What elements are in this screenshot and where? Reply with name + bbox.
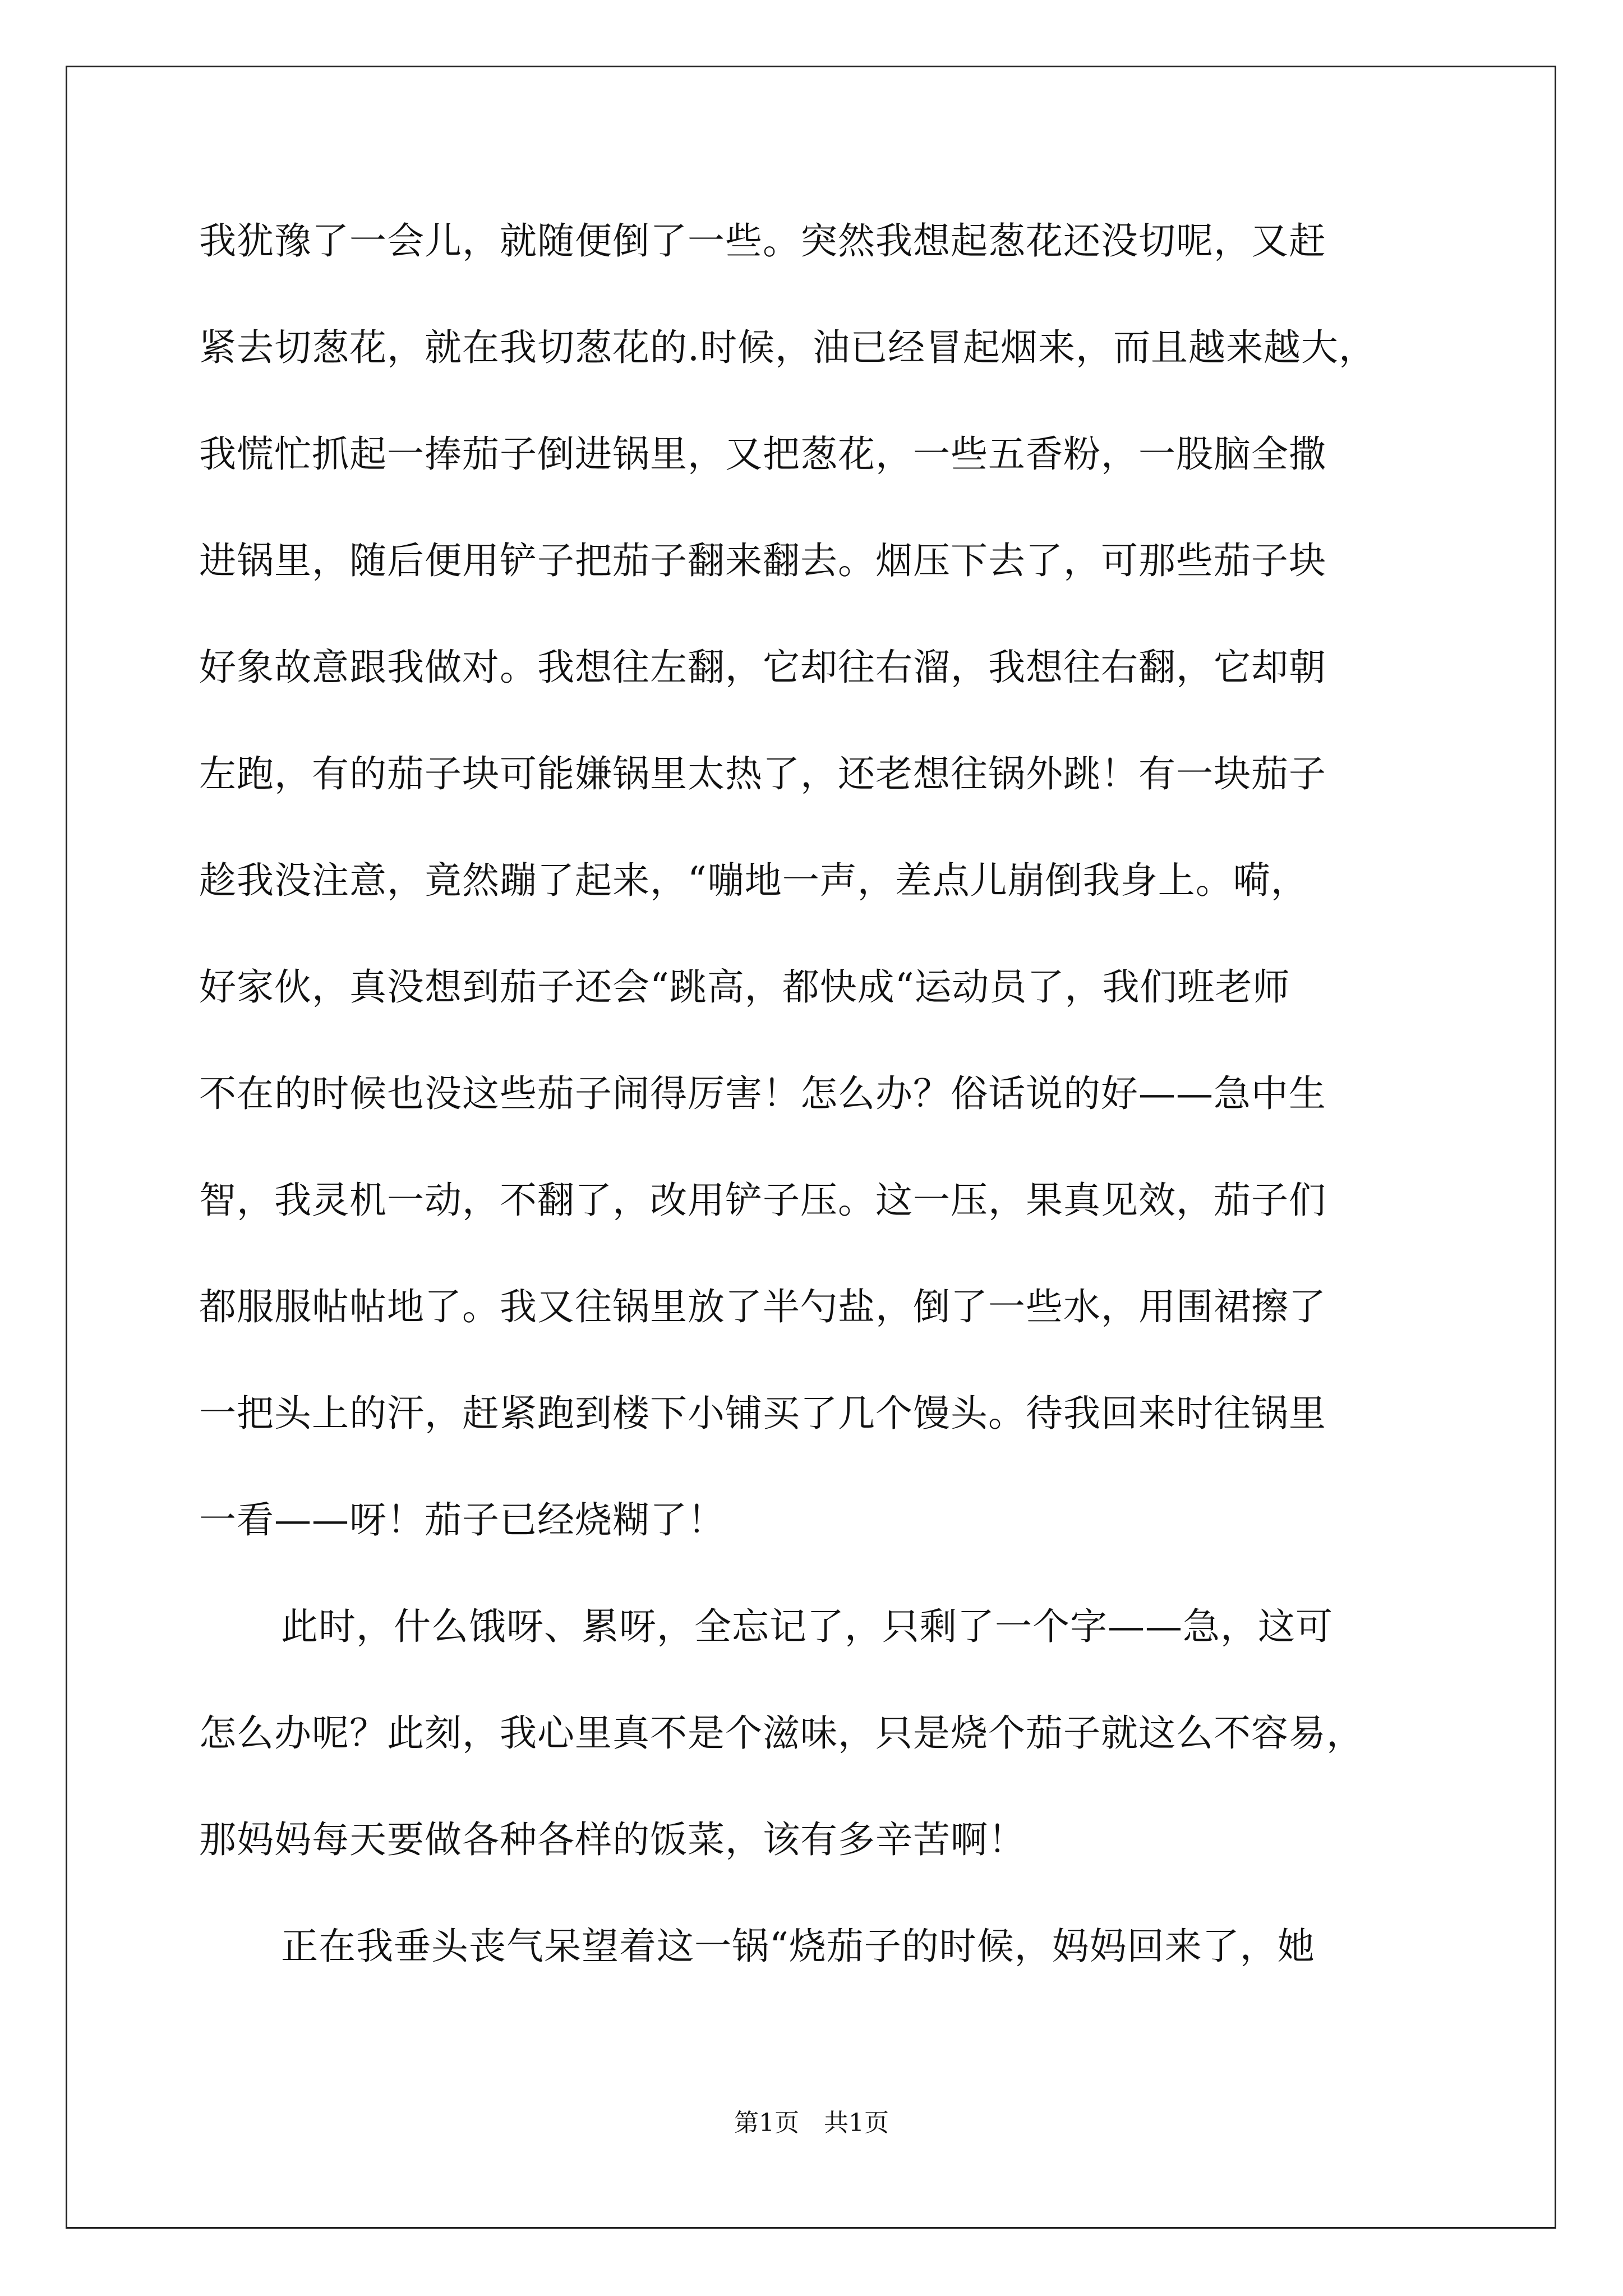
text-line: 左跑，有的茄子块可能嫌锅里太热了，还老想往锅外跳！有一块茄子 <box>199 752 1326 795</box>
text-line: 智，我灵机一动，不翻了，改用铲子压。这一压，果真见效，茄子们 <box>199 1179 1326 1222</box>
paragraph-start-line: 正在我垂头丧气呆望着这一锅“烧茄子的时候，妈妈回来了，她 <box>281 1925 1315 1968</box>
text-line: 我犹豫了一会儿，就随便倒了一些。突然我想起葱花还没切呢，又赶 <box>199 219 1326 263</box>
text-line: 好象故意跟我做对。我想往左翻，它却往右溜，我想往右翻，它却朝 <box>199 646 1326 689</box>
text-line: 进锅里，随后便用铲子把茄子翻来翻去。烟压下去了，可那些茄子块 <box>199 539 1326 582</box>
text-line: 趁我没注意，竟然蹦了起来，“嘣地一声，差点儿崩倒我身上。嗬， <box>199 859 1308 902</box>
page-border <box>66 66 1556 2229</box>
text-line: 紧去切葱花，就在我切葱花的.时候，油已经冒起烟来，而且越来越大， <box>199 326 1376 369</box>
text-line: 一把头上的汗，赶紧跑到楼下小铺买了几个馒头。待我回来时往锅里 <box>199 1392 1326 1435</box>
page-footer: 第1页 共1页 <box>734 2109 889 2137</box>
text-line: 我慌忙抓起一捧茄子倒进锅里，又把葱花，一些五香粉，一股脑全撒 <box>199 432 1326 476</box>
text-line: 好家伙，真没想到茄子还会“跳高，都快成“运动员了，我们班老师 <box>199 965 1290 1009</box>
text-line: 一看——呀！茄子已经烧糊了！ <box>199 1498 725 1542</box>
text-line: 怎么办呢？此刻，我心里真不是个滋味，只是烧个茄子就这么不容易， <box>199 1711 1364 1755</box>
paragraph-start-line: 此时，什么饿呀、累呀，全忘记了，只剩了一个字——急，这可 <box>281 1605 1333 1648</box>
text-line: 不在的时候也没这些茄子闹得厉害！怎么办？俗话说的好——急中生 <box>199 1072 1326 1115</box>
text-line: 那妈妈每天要做各种各样的饭菜，该有多辛苦啊！ <box>199 1818 1026 1861</box>
text-line: 都服服帖帖地了。我又往锅里放了半勺盐，倒了一些水，用围裙擦了 <box>199 1285 1326 1328</box>
